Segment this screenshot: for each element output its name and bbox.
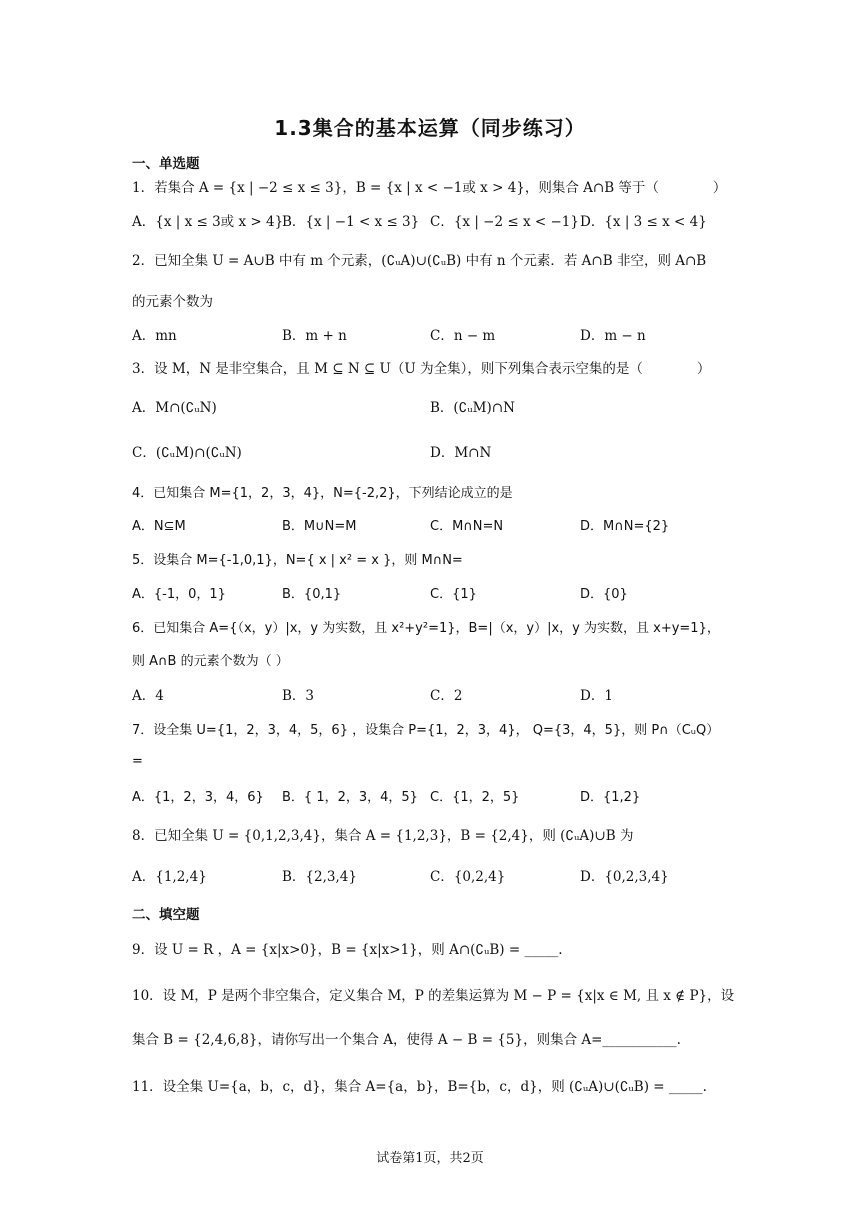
option-c[interactable]: C．{1} bbox=[430, 587, 477, 602]
option-b[interactable]: B．{0,1} bbox=[282, 587, 342, 602]
question-4-stem: 4．已知集合 M={1，2，3，4}，N={-2,2}，下列结论成立的是 bbox=[132, 486, 513, 501]
question-1-stem: 1．若集合 A = {x | −2 ≤ x ≤ 3}，B = {x | x < −1或 x > 4}，则集合 A∩B 等于（ ） bbox=[132, 180, 727, 196]
question-6-options bbox=[132, 686, 732, 708]
option-b[interactable]: B．m + n bbox=[282, 328, 347, 344]
option-c[interactable]: C．2 bbox=[430, 688, 463, 704]
option-d[interactable]: D．{1,2} bbox=[580, 790, 641, 805]
section-heading-fill-in: 二、填空题 bbox=[132, 907, 200, 923]
option-d[interactable]: D．{x | 3 ≤ x < 4} bbox=[580, 214, 707, 230]
question-11-stem: 11．设全集 U={a，b，c，d}，集合 A={a，b}，B={b，c，d}，则 (∁ᵤA)∪(∁ᵤB) = _____. bbox=[132, 1079, 707, 1095]
option-d[interactable]: D．M∩N bbox=[430, 445, 492, 461]
option-c[interactable]: C．{0,2,4} bbox=[430, 869, 506, 885]
option-b[interactable]: B．(∁ᵤM)∩N bbox=[430, 400, 515, 416]
question-6-stem: 6．已知集合 A={（x，y）|x，y 为实数，且 x²+y²=1}，B=|（x，y）|x，y 为实数，且 x+y=1}， bbox=[132, 621, 720, 636]
option-d[interactable]: D．{0,2,3,4} bbox=[580, 869, 669, 885]
question-7-options bbox=[132, 788, 732, 810]
option-a[interactable]: A．{1,2,4} bbox=[132, 869, 207, 885]
question-3-options-row-2 bbox=[132, 443, 732, 465]
option-c[interactable]: C．n − m bbox=[430, 328, 496, 344]
option-a[interactable]: A．{x | x ≤ 3或 x > 4} bbox=[132, 214, 284, 230]
option-c[interactable]: C．{x | −2 ≤ x < −1} bbox=[430, 214, 579, 230]
question-1-options bbox=[132, 212, 732, 234]
question-10-stem: 10．设 M，P 是两个非空集合，定义集合 M，P 的差集运算为 M − P = {x|x ∈ M, 且 x ∉ P}，设 bbox=[132, 988, 735, 1004]
question-7-stem-continued: = bbox=[132, 754, 143, 769]
option-d[interactable]: D．m − n bbox=[580, 328, 646, 344]
option-b[interactable]: B．3 bbox=[282, 688, 315, 704]
question-3-stem: 3．设 M，N 是非空集合，且 M ⊆ N ⊆ U（U 为全集），则下列集合表示空集的是（ ） bbox=[132, 361, 711, 377]
question-8-stem: 8．已知全集 U = {0,1,2,3,4}，集合 A = {1,2,3}，B = {2,4}，则 (∁ᵤA)∪B 为 bbox=[132, 828, 634, 844]
question-3-options-row-1 bbox=[132, 398, 732, 420]
option-c[interactable]: C．M∩N=N bbox=[430, 519, 504, 534]
option-d[interactable]: D．M∩N={2} bbox=[580, 519, 670, 534]
option-b[interactable]: B．{ 1，2，3，4，5} bbox=[282, 790, 418, 805]
question-7-stem: 7．设全集 U={1，2，3，4，5，6} ，设集合 P={1，2，3，4}， Q={3，4，5}，则 P∩（CᵤQ） bbox=[132, 723, 720, 738]
option-d[interactable]: D．1 bbox=[580, 688, 613, 704]
question-10-stem-continued: 集合 B = {2,4,6,8}，请你写出一个集合 A，使得 A − B = {5}，则集合 A=___________. bbox=[132, 1032, 681, 1048]
question-2-stem-continued: 的元素个数为 bbox=[132, 294, 213, 310]
question-6-stem-continued: 则 A∩B 的元素个数为（ ） bbox=[132, 654, 289, 669]
question-4-options bbox=[132, 517, 732, 539]
option-a[interactable]: A．4 bbox=[132, 688, 164, 704]
option-c[interactable]: C．{1，2，5} bbox=[430, 790, 520, 805]
option-a[interactable]: A．{1，2，3，4，6} bbox=[132, 790, 264, 805]
option-b[interactable]: B．M∪N=M bbox=[282, 519, 357, 534]
question-8-options bbox=[132, 867, 732, 889]
option-d[interactable]: D．{0} bbox=[580, 587, 628, 602]
option-b[interactable]: B．{x | −1 < x ≤ 3} bbox=[282, 214, 420, 230]
question-2-options bbox=[132, 326, 732, 348]
section-heading-single-choice: 一、单选题 bbox=[132, 156, 200, 172]
question-5-options bbox=[132, 585, 732, 607]
question-2-stem: 2．已知全集 U = A∪B 中有 m 个元素，(∁ᵤA)∪(∁ᵤB) 中有 n 个元素．若 A∩B 非空，则 A∩B bbox=[132, 253, 707, 269]
question-9-stem: 9．设 U = R ，A = {x|x>0}，B = {x|x>1}，则 A∩(∁ᵤB) = _____. bbox=[132, 942, 563, 958]
option-a[interactable]: A．mn bbox=[132, 328, 177, 344]
page-footer: 试卷第1页，共2页 bbox=[376, 1151, 484, 1166]
page-title: 1.3集合的基本运算（同步练习） bbox=[274, 116, 586, 140]
option-a[interactable]: A．N⊆M bbox=[132, 519, 186, 534]
option-a[interactable]: A．M∩(∁ᵤN) bbox=[132, 400, 217, 416]
question-5-stem: 5．设集合 M={-1,0,1}，N={ x | x² = x }，则 M∩N= bbox=[132, 553, 463, 568]
option-a[interactable]: A．{-1，0，1} bbox=[132, 587, 226, 602]
option-b[interactable]: B．{2,3,4} bbox=[282, 869, 357, 885]
option-c[interactable]: C．(∁ᵤM)∩(∁ᵤN) bbox=[132, 445, 242, 461]
